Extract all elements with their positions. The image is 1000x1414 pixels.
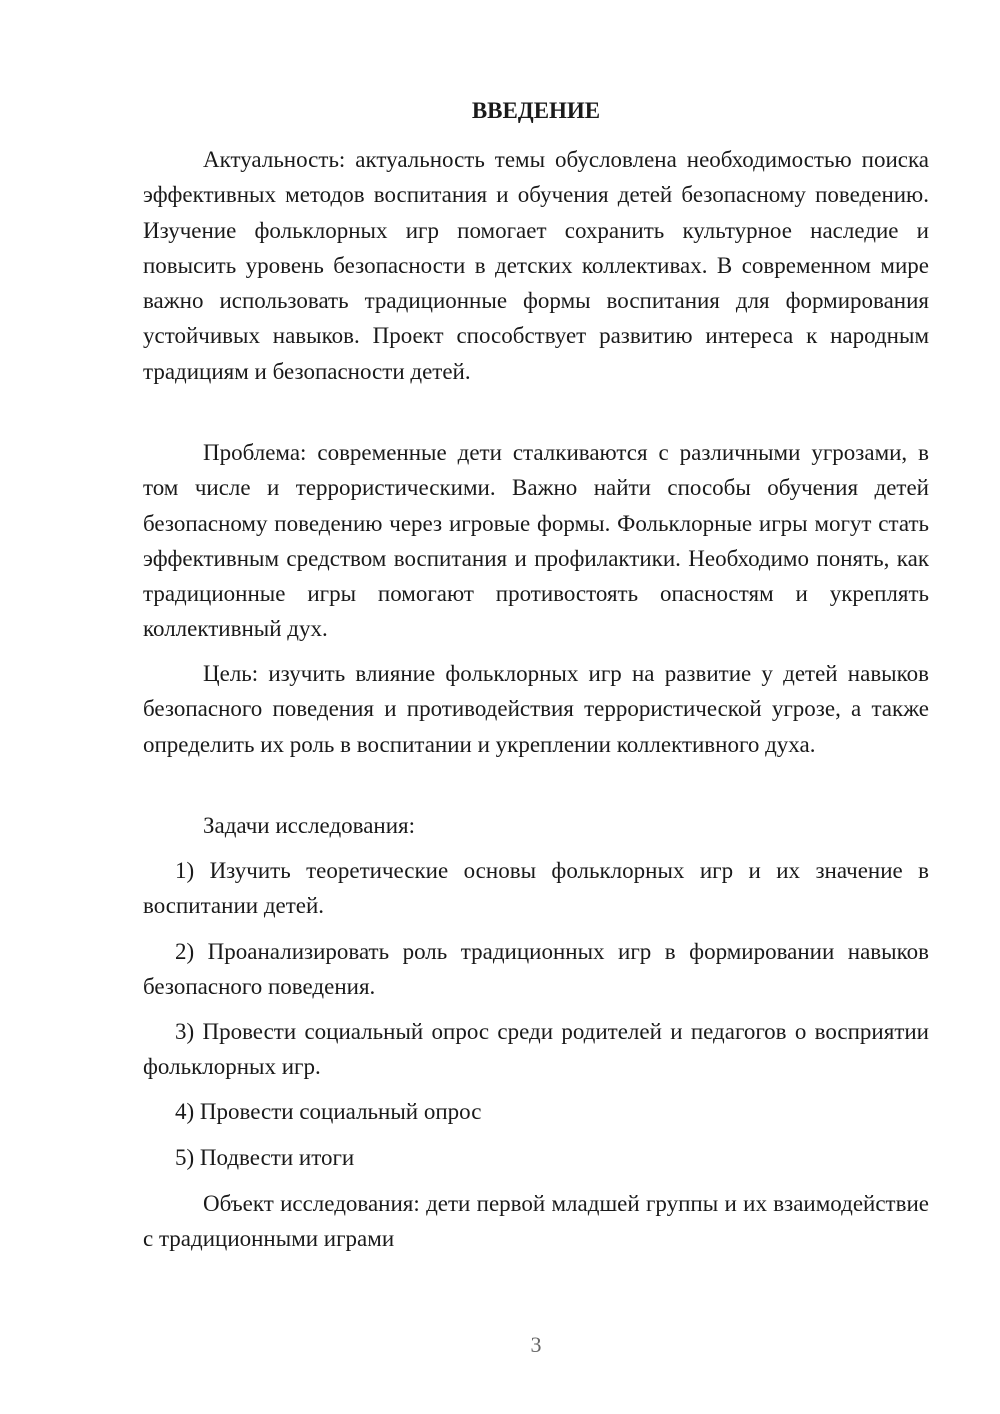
problem-paragraph: Проблема: современные дети сталкиваются с различными угрозами, в том числе и террористическими. Важно найти способы обучения детей безопасному поведению через игровые формы. Фольклорные игры могут стать эффективным средством воспитания и профилактики. Необходимо понять, как традиционные игры помогают противостоять опасностям и укреплять коллективный дух.: [143, 440, 929, 642]
page-number: 3: [530, 1332, 542, 1357]
object-paragraph: Объект исследования: дети первой младшей группы и их взаимодействие с традиционными играми: [143, 1191, 929, 1252]
goal-paragraph: Цель: изучить влияние фольклорных игр на развитие у детей навыков безопасного поведения и противодействия террористической угрозе, а также определить их роль в воспитании и укреплении коллективного духа.: [143, 661, 929, 757]
tasks-heading: Задачи исследования:: [203, 813, 416, 838]
task-item-2: 2) Проанализировать роль традиционных игр в формировании навыков безопасного поведения.: [143, 939, 929, 1000]
section-title: ВВЕДЕНИЕ: [471, 98, 601, 123]
task-item-4: 4) Провести социальный опрос: [175, 1099, 482, 1124]
task-item-3: 3) Провести социальный опрос среди родителей и педагогов о восприятии фольклорных игр.: [143, 1019, 929, 1080]
task-item-5: 5) Подвести итоги: [175, 1145, 355, 1170]
task-item-1: 1) Изучить теоретические основы фольклорных игр и их значение в воспитании детей.: [143, 858, 929, 919]
relevance-paragraph: Актуальность: актуальность темы обусловлена необходимостью поиска эффективных методов воспитания и обучения детей безопасному поведению. Изучение фольклорных игр помогает сохранить культурное наследие и повысить уровень безопасности в детских коллективах. В современном мире важно использовать традиционные формы воспитания для формирования устойчивых навыков. Проект способствует развитию интереса к народным традициям и безопасности детей.: [143, 147, 929, 384]
